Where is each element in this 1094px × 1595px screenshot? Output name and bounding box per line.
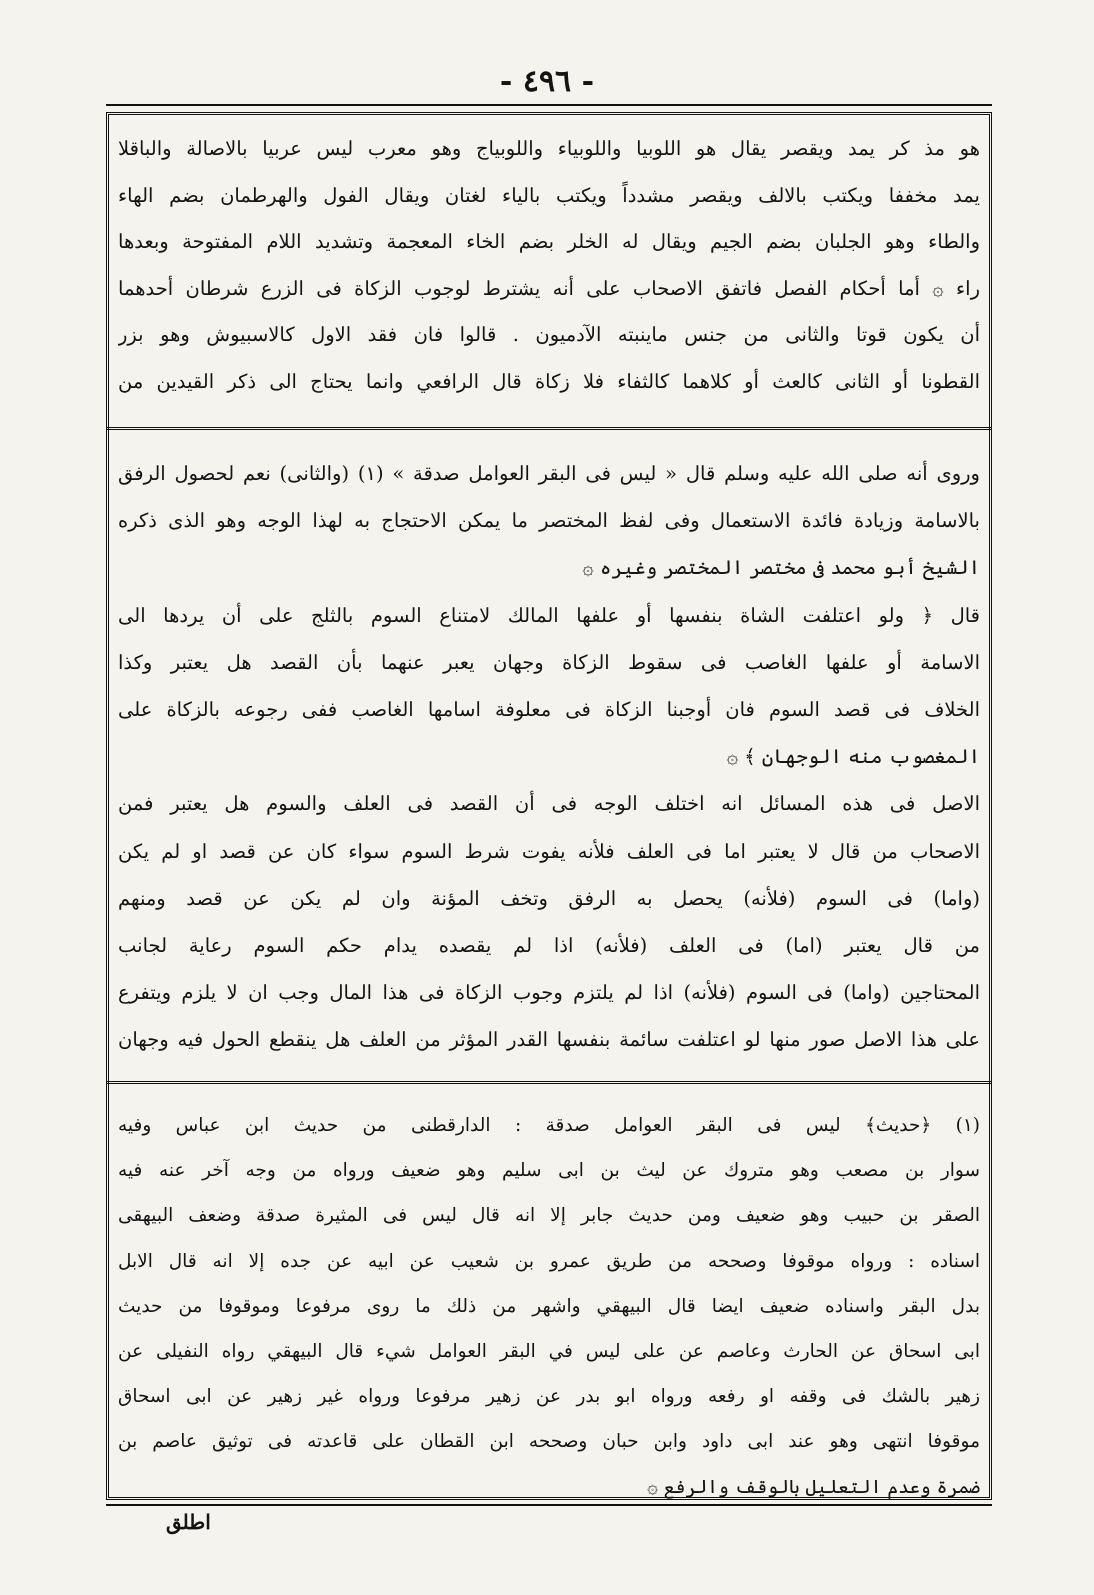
footnote-line: الصقر بن حبيب وهو ضعيف ومن حديث جابر إلا انه قال ليس فى المثيرة صدقة وضعف البيهقى [118, 1205, 980, 1227]
text-line: الاسامة أو علفها الغاصب فى سقوط الزكاة وجهان يعبر عنهما بأن القصد هل يعتبر وكذا [118, 650, 980, 674]
main-text-commentary [118, 450, 980, 1064]
text-line: يمد مخففا ويكتب بالالف ويقصر مشدداً ويكتب بالياء لغتان ويقال الفول والهرطمان بضم الهاء [118, 183, 980, 207]
catchword: اطلق [166, 1510, 211, 1534]
text-line: وروى أنه صلى الله عليه وسلم قال « ليس فى البقر العوامل صدقة » (١) (والثانى) نعم لحصول الرفق [118, 462, 980, 485]
text-line: (واما) فى السوم (فلأنه) يحصل به الرفق وتخف المؤنة وان لم يكن عن قصد ومنهم [118, 886, 980, 910]
footnote-line: ضمرة وعدم التعليل بالوقف والرفع ۞ [647, 1476, 980, 1498]
footnote-line: (١) ﴿حديث﴾ ليس فى البقر العوامل صدقة : الدارقطنى من حديث ابن عباس وفيه [118, 1115, 980, 1136]
footnotes [118, 1103, 980, 1510]
frame-bottom-rule [106, 1504, 992, 1506]
text-line: الاصل فى هذه المسائل انه اختلف الوجه فى أن القصد فى العلف والسوم هل يعتبر فمن [118, 792, 980, 816]
text-line: القطونا أو الثانى كالعث أو كلاهما كالثفاء فلا زكاة قال الرافعي وانما يحتاج الى ذكر القيدين من [118, 369, 980, 393]
text-line: راء ۞ أما أحكام الفصل فاتفق الاصحاب على أنه يشترط لوجوب الزكاة فى الزرع شرطان أحدهما [118, 276, 980, 300]
footnote-line: بدل البقر واسناده ضعيف ايضا قال البيهقي واشهر من ذلك ما روى مرفوعا وموقوفا من حديث [118, 1295, 980, 1317]
text-line: الخلاف فى قصد السوم فان أوجبنا الزكاة فى معلوفة اسامها الغاصب ففى رجوعه بالزكاة على [118, 698, 980, 722]
footnote-line: سوار بن مصعب وهو متروك عن ليث بن ابى سليم وهو ضعيف ورواه من وجه آخر عنه فيه [118, 1160, 980, 1182]
text-line: بالاسامة وزيادة فائدة الاستعمال وفى لفظ المختصر ما يمكن الاحتجاج به لهذا الوجه وهو الذى ذكره [118, 509, 980, 533]
text-line: الشيخ أبو محمد فى مختصر المختصر وغيره ۞ [582, 556, 980, 580]
text-line: قال ﴿ ولو اعتلفت الشاة بنفسها أو علفها المالك لامتناع السوم بالثلج على أن يردها الى [118, 603, 980, 627]
page-number: - ٤٩٦ - [499, 64, 595, 99]
text-line: على هذا الاصل صور منها لو اعتلفت سائمة بنفسها القدر المؤثر من العلف هل ينقطع الحول فيه وجهان [118, 1028, 980, 1052]
text-line: الاصحاب من قال لا يعتبر اما فى العلف فلأنه يفوت شرط السوم سواء كان عن قصد او لم يكن [118, 839, 980, 863]
footnote-line: اسناده : ورواه موقوفا وصححه من طريق عمرو بن شعيب عن ابيه عن جده إلا انه قال الابل [118, 1250, 980, 1272]
footnote-line: موقوفا انتهى وهو عند ابى داود وابن حبان وصححه ابن القطان على قاعدته فى توثيق عاصم بن [118, 1431, 980, 1453]
frame-top-rule [106, 104, 992, 106]
text-line: والطاء وهو الجلبان بضم الجيم ويقال له الخلر بضم الخاء المعجمة وتشديد اللام المفتوحة وبعدها [118, 230, 980, 254]
text-line: المغصوب منه الوجهان ﴾ ۞ [726, 745, 980, 769]
footnote-line: زهير بالشك فى وقفه او رفعه ورواه ابو بدر عن زهير مرفوعا ورواه غير زهير عن ابى اسحاق [118, 1386, 980, 1408]
text-line: هو مذ كر يمد ويقصر يقال هو اللوبيا واللوبياء واللوبياج وهو معرب ليس عربيا بالاصالة والباقلا [118, 137, 980, 160]
footnote-divider [106, 1081, 992, 1084]
text-line: أن يكون قوتا والثانى من جنس ماينبته الآدميون . قالوا فان فقد الاول كالاسبيوش وهو بزر [118, 323, 980, 347]
main-text-top [118, 126, 980, 406]
text-line: المحتاجين (واما) فى السوم (فلأنه) اذا لم يلتزم وجوب الزكاة فى هذا المال وجب ان لا يلزم ويتفرع [118, 981, 980, 1005]
footnote-line: ابى اسحاق عن الحارث وعاصم عن على ليس في البقر العوامل شيء قال البيهقي رواه النفيلى عن [118, 1341, 980, 1363]
section-divider [106, 427, 992, 430]
text-line: من قال يعتبر (اما) فى العلف (فلأنه) اذا لم يقصده يدام حكم السوم رعاية لجانب [118, 934, 980, 958]
